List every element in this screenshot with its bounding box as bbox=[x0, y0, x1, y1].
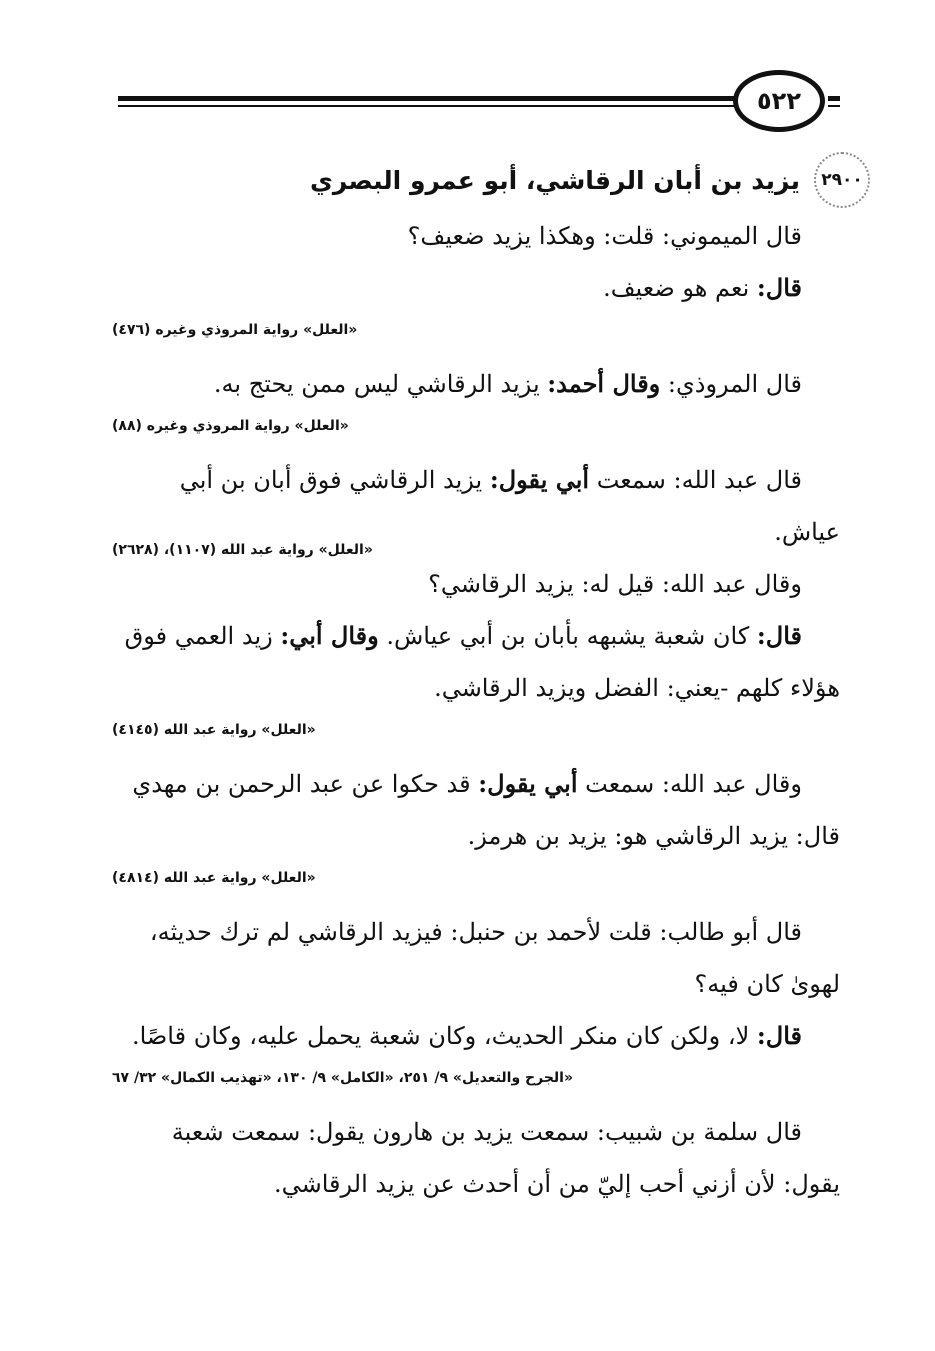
source-citation: «العلل» رواية عبد الله (١١٠٧)، (٢٦٢٨) bbox=[112, 542, 373, 558]
paragraph bbox=[112, 262, 840, 314]
paragraph-text: قال المروذي: bbox=[660, 370, 802, 398]
text-blocks bbox=[112, 210, 840, 1210]
speaker-label: قال: bbox=[756, 273, 802, 302]
speaker-label: قال: bbox=[756, 621, 802, 650]
paragraph-text: قد حكوا عن عبد الرحمن بن مهدي قال: يزيد الرقاشي هو: يزيد بن هرمز. bbox=[132, 770, 840, 850]
paragraph-text: يزيد الرقاشي فوق أبان بن أبي عياش. bbox=[179, 466, 840, 546]
paragraph-text: قال عبد الله: سمعت bbox=[589, 466, 802, 494]
paragraph bbox=[112, 210, 840, 262]
paragraph bbox=[112, 454, 840, 558]
speaker-label: وقال أحمد: bbox=[547, 369, 661, 398]
paragraph bbox=[112, 610, 840, 714]
paragraph-text: لا، ولكن كان منكر الحديث، وكان شعبة يحمل عليه، وكان قاصًا. bbox=[131, 1022, 757, 1050]
source-citation: «العلل» رواية المروذي وغيره (٤٧٦) bbox=[112, 322, 358, 338]
speaker-label: أبي يقول: bbox=[478, 769, 578, 798]
speaker-label: قال: bbox=[756, 1021, 802, 1050]
paragraph-text: كان شعبة يشبهه بأبان بن أبي عياش. bbox=[378, 622, 757, 650]
paragraph-text: زيد العمي فوق هؤلاء كلهم -يعني: الفضل ويزيد الرقاشي. bbox=[124, 622, 840, 702]
paragraph-text: نعم هو ضعيف. bbox=[603, 274, 757, 302]
source-citation: «العلل» رواية عبد الله (٤١٤٥) bbox=[112, 722, 316, 738]
header-rule-right-thin bbox=[828, 105, 840, 107]
paragraph-text: قال الميموني: قلت: وهكذا يزيد ضعيف؟ bbox=[407, 222, 802, 250]
paragraph bbox=[112, 1106, 840, 1210]
header-rule-right-thick bbox=[828, 96, 840, 101]
entry-heading: يزيد بن أبان الرقاشي، أبو عمرو البصري bbox=[309, 165, 800, 195]
header-rule-thick bbox=[118, 96, 736, 101]
paragraph bbox=[112, 758, 840, 862]
entry-title bbox=[112, 150, 863, 210]
paragraph-text: قال سلمة بن شبيب: سمعت يزيد بن هارون يقول: سمعت شعبة يقول: لأن أزني أحب إليّ من أن أحدث عن يزيد الرقاشي. bbox=[171, 1118, 840, 1198]
paragraph-text: قال أبو طالب: قلت لأحمد بن حنبل: فيزيد الرقاشي لم ترك حديثه، لهوىٰ كان فيه؟ bbox=[149, 918, 840, 998]
paragraph-text: وقال عبد الله: قيل له: يزيد الرقاشي؟ bbox=[428, 570, 802, 598]
page-body bbox=[112, 150, 863, 1210]
source-citation: «العلل» رواية المروذي وغيره (٨٨) bbox=[112, 418, 349, 434]
paragraph bbox=[112, 1010, 840, 1062]
paragraph-text: يزيد الرقاشي ليس ممن يحتج به. bbox=[213, 370, 548, 398]
paragraph-text: وقال عبد الله: سمعت bbox=[577, 770, 802, 798]
paragraph bbox=[112, 358, 840, 410]
header-rule-thin bbox=[118, 105, 736, 107]
source-citation: «الجرح والتعديل» ٩/ ٢٥١، «الكامل» ٩/ ١٣٠، «تهذيب الكمال» ٣٢/ ٦٧ bbox=[112, 1070, 574, 1086]
paragraph bbox=[112, 906, 840, 1010]
source-citation: «العلل» رواية عبد الله (٤٨١٤) bbox=[112, 870, 316, 886]
entry-number-ornament: ٢٩٠٠ bbox=[814, 152, 870, 208]
page-number: ٥٢٢ bbox=[733, 70, 825, 132]
speaker-label: أبي يقول: bbox=[489, 465, 590, 494]
speaker-label: وقال أبي: bbox=[280, 621, 379, 650]
page-header bbox=[0, 62, 935, 142]
